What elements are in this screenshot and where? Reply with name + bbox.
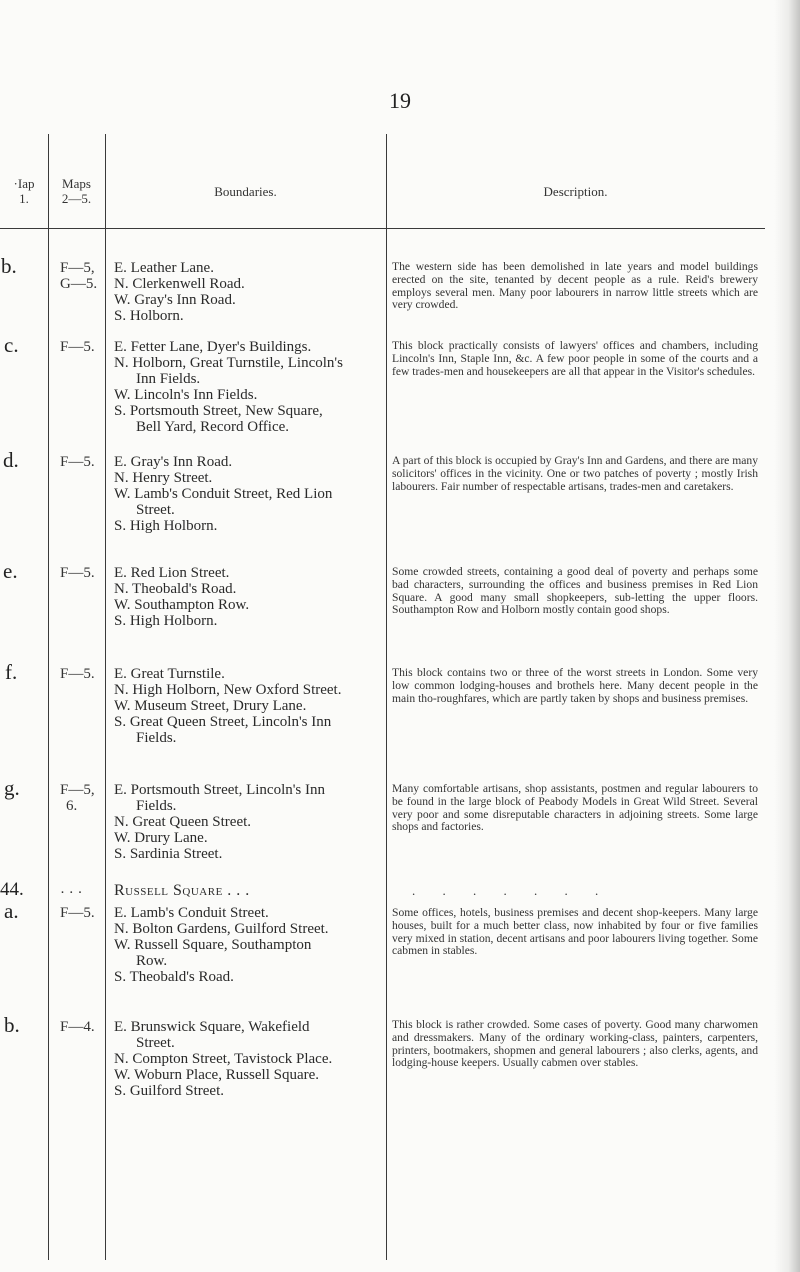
boundary-line: N. High Holborn, New Oxford Street.: [114, 682, 342, 698]
district-table: [0, 134, 765, 1260]
boundary-line: W. Russell Square, Southampton: [114, 937, 312, 953]
row-maps: [60, 339, 95, 355]
row-maps: [60, 782, 95, 814]
header-map-line: ·Iap: [13, 176, 35, 191]
section-title: Russell Square . . .: [114, 882, 250, 899]
row-maps: [60, 260, 97, 292]
column-rule: [386, 134, 387, 1260]
header-maps-line: Maps: [62, 176, 91, 191]
maps-line: F—5.: [60, 454, 95, 470]
boundary-line: S. Sardinia Street.: [114, 846, 223, 862]
boundary-line: W. Museum Street, Drury Lane.: [114, 698, 307, 714]
row-ref: d.: [3, 448, 19, 472]
row-ref: f.: [5, 660, 18, 684]
row-maps: [60, 454, 95, 470]
maps-line: 6.: [66, 798, 78, 814]
boundary-line: E. Red Lion Street.: [114, 565, 230, 581]
boundary-line: S. Portsmouth Street, New Square,: [114, 403, 323, 419]
boundary-line: S. Theobald's Road.: [114, 969, 234, 985]
row-boundaries: [114, 782, 386, 862]
boundary-line: W. Lincoln's Inn Fields.: [114, 387, 258, 403]
boundary-line: Row.: [136, 953, 168, 969]
boundary-line: E. Portsmouth Street, Lincoln's Inn: [114, 782, 326, 798]
row-ref: g.: [4, 776, 20, 800]
maps-line: · · ·: [60, 885, 83, 901]
row-ref: 44.: [0, 879, 24, 900]
row-ref: e.: [3, 559, 18, 583]
row-ref: c.: [4, 333, 19, 357]
row-description: . . . . . . .: [412, 883, 611, 898]
header-maps: [48, 176, 105, 206]
row-ref: b.: [4, 1013, 20, 1037]
maps-line: F—5.: [60, 666, 95, 682]
boundary-line: W. Drury Lane.: [114, 830, 208, 846]
maps-line: G—5.: [60, 276, 98, 292]
boundary-line: S. Guilford Street.: [114, 1083, 224, 1099]
row-description: Many comfortable artisans, shop assistants, postmen and regular labourers to be found in the large block of Peabody Models in Great Wild Street. Several very poor and some disreputable characters in adjoining streets. Some large shops and factories.: [392, 782, 758, 834]
row-maps: [60, 565, 95, 581]
boundary-line: S. High Holborn.: [114, 613, 218, 629]
boundary-line: S. Holborn.: [114, 308, 184, 324]
boundary-line: N. Clerkenwell Road.: [114, 276, 245, 292]
row-maps: [60, 905, 95, 921]
boundary-line: N. Theobald's Road.: [114, 581, 237, 597]
boundary-line: W. Woburn Place, Russell Square.: [114, 1067, 320, 1083]
page-edge-shadow: [774, 0, 800, 1272]
boundary-line: E. Fetter Lane, Dyer's Buildings.: [114, 339, 312, 355]
maps-line: F—5,: [60, 260, 95, 276]
boundary-line: Fields.: [136, 730, 177, 746]
row-description: This block practically consists of lawyers' offices and chambers, including Lincoln's Inn, Staple Inn, &c. A few poor people in some of the courts and a few trades-men and housekeepers are all that appear in the Visitor's schedules.: [392, 339, 758, 378]
boundary-line: Inn Fields.: [136, 371, 201, 387]
row-ref: a.: [4, 899, 19, 923]
boundary-line: Bell Yard, Record Office.: [136, 419, 290, 435]
row-boundaries: [114, 565, 386, 629]
boundary-line: Street.: [136, 502, 175, 518]
row-description: Some offices, hotels, business premises and decent shop-keepers. Many large houses, built for a much better class, now inhabited by four or five families very mixed in station, decent artisans and poor labourers living together. Some cabmen in stables.: [392, 906, 758, 958]
row-boundaries: [114, 339, 386, 435]
header-map-line: 1.: [19, 191, 29, 206]
boundary-line: N. Henry Street.: [114, 470, 213, 486]
boundary-line: W. Southampton Row.: [114, 597, 250, 613]
header-description: Description.: [543, 184, 608, 199]
maps-line: F—5.: [60, 905, 95, 921]
row-description: The western side has been demolished in late years and model buildings erected on the site, tenanted by decent people as a rule. Reid's brewery employs several men. Many poor labourers in narrow little streets which are very crowded.: [392, 260, 758, 312]
maps-line: F—4.: [60, 1019, 95, 1035]
row-boundaries: [114, 454, 386, 534]
page-number: 19: [389, 88, 411, 113]
boundary-line: E. Great Turnstile.: [114, 666, 225, 682]
row-description: A part of this block is occupied by Gray's Inn and Gardens, and there are many solicitors' offices in the vicinity. One or two patches of poverty ; mostly Irish labourers. Fair number of respectable artisans, trades-men and caretakers.: [392, 454, 758, 493]
row-boundaries: [114, 905, 386, 985]
boundary-line: E. Lamb's Conduit Street.: [114, 905, 269, 921]
boundary-line: N. Holborn, Great Turnstile, Lincoln's: [114, 355, 343, 371]
boundary-line: Fields.: [136, 798, 177, 814]
row-ref: b.: [1, 254, 17, 278]
boundary-line: S. High Holborn.: [114, 518, 218, 534]
boundary-line: N. Great Queen Street.: [114, 814, 252, 830]
boundary-line: S. Great Queen Street, Lincoln's Inn: [114, 714, 332, 730]
row-description: This block is rather crowded. Some cases of poverty. Good many charwomen and dressmakers. Many of the ordinary working-class, painters, carpenters, printers, bootmakers, shopmen and general labourers ; also clerks, agents, and lodging-house keepers. Usually cabmen over stables.: [392, 1018, 758, 1070]
row-description: Some crowded streets, containing a good deal of poverty and perhaps some bad characters, surrounding the offices and business premises in Red Lion Square. A good many small shopkeepers, sub-letting the upper floors. Southampton Row and Holborn mostly contain good shops.: [392, 565, 758, 617]
maps-line: F—5,: [60, 782, 95, 798]
header-maps-line: 2—5.: [61, 191, 92, 206]
header-boundaries: Boundaries.: [214, 184, 277, 199]
boundary-line: W. Lamb's Conduit Street, Red Lion: [114, 486, 333, 502]
maps-line: F—5.: [60, 339, 95, 355]
maps-line: F—5.: [60, 565, 95, 581]
column-rule: [48, 134, 49, 1260]
column-rule: [105, 134, 106, 1260]
header-rule: [0, 228, 765, 229]
boundary-line: W. Gray's Inn Road.: [114, 292, 236, 308]
row-maps: [60, 1019, 95, 1035]
row-boundaries: [114, 260, 386, 324]
row-boundaries: [114, 666, 386, 746]
boundary-line: E. Leather Lane.: [114, 260, 214, 276]
boundary-line: Street.: [136, 1035, 175, 1051]
row-description: This block contains two or three of the worst streets in London. Some very low common lodging-houses and brothels here. Many decent people in the main tho-roughfares, which are partly taken by shops and business premises.: [392, 666, 758, 705]
row-maps: [60, 666, 95, 682]
row-boundaries: [114, 1019, 386, 1099]
boundary-line: E. Brunswick Square, Wakefield: [114, 1019, 310, 1035]
boundary-line: N. Compton Street, Tavistock Place.: [114, 1051, 333, 1067]
row-boundaries: [114, 883, 386, 899]
header-map: [0, 176, 48, 206]
boundary-line: N. Bolton Gardens, Guilford Street.: [114, 921, 329, 937]
boundary-line: E. Gray's Inn Road.: [114, 454, 233, 470]
row-maps: [60, 885, 83, 901]
